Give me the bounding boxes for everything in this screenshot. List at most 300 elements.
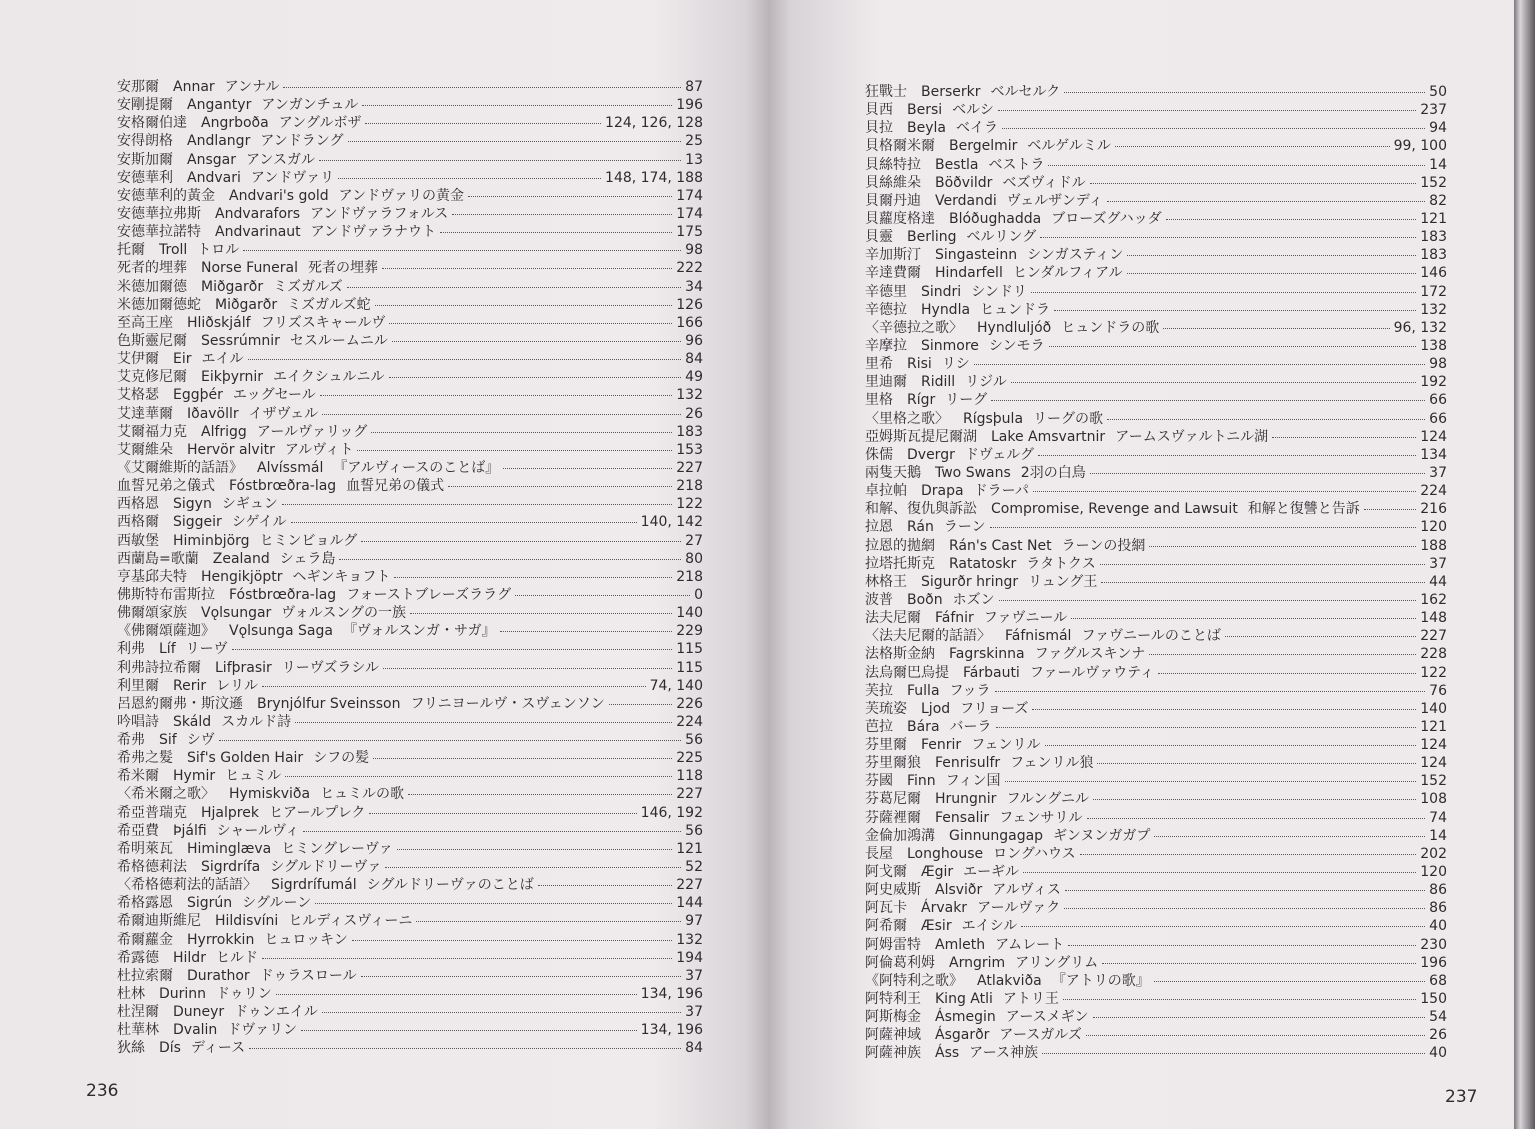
index-entry <box>117 386 703 404</box>
page-refs: 183 <box>676 423 703 440</box>
term: Árvakr <box>921 900 968 917</box>
dot-leader <box>1127 253 1416 256</box>
term: Rígr <box>907 392 936 409</box>
chinese-term: 安斯加爾 <box>117 151 173 168</box>
index-entry <box>865 156 1447 174</box>
index-list-left <box>117 78 703 1058</box>
term: Sigrdrífa <box>201 859 261 876</box>
chinese-term: 辛達費爾 <box>865 265 921 282</box>
term: Risi <box>907 356 932 373</box>
page-refs: 134 <box>1420 446 1447 463</box>
page-refs: 50 <box>1429 84 1447 100</box>
page-refs: 192 <box>1420 374 1447 391</box>
japanese-term: ヒュミルの歌 <box>320 786 405 803</box>
index-entry <box>117 604 703 622</box>
japanese-term: 死者の埋葬 <box>308 260 379 277</box>
dot-leader <box>320 393 673 396</box>
chinese-term: 〈法夫尼爾的話語〉 <box>865 628 991 645</box>
page-refs: 56 <box>685 732 703 749</box>
dot-leader <box>503 466 672 469</box>
dot-leader <box>1097 761 1416 764</box>
index-entry <box>117 441 703 459</box>
index-entry <box>865 845 1447 863</box>
page-refs: 174 <box>676 187 703 204</box>
dot-leader <box>347 285 682 288</box>
chinese-term: 希格露恩 <box>117 895 173 912</box>
japanese-term: ミズガルズ <box>273 278 343 295</box>
dot-leader <box>998 108 1416 111</box>
term: Hyrrokkin <box>187 931 255 948</box>
japanese-term: アトリ王 <box>1002 991 1059 1008</box>
term: Eikþyrnir <box>201 369 264 386</box>
page-refs: 13 <box>685 151 703 168</box>
japanese-term: ベルリング <box>966 229 1037 246</box>
term: Durinn <box>159 986 207 1003</box>
dot-leader <box>1154 834 1425 837</box>
index-entry <box>865 137 1447 155</box>
term: Alvíssmál <box>257 459 324 476</box>
index-entry <box>865 192 1447 210</box>
japanese-term: アルヴィス <box>992 882 1061 899</box>
japanese-term: アルヴィト <box>284 441 354 458</box>
japanese-term: アールヴァク <box>977 900 1061 917</box>
dot-leader <box>1166 217 1417 220</box>
chinese-term: 拉塔托斯克 <box>865 555 935 572</box>
index-entry <box>117 132 703 150</box>
japanese-term: ドヴェルグ <box>964 446 1035 463</box>
dot-leader <box>1054 308 1416 311</box>
dot-leader <box>1364 507 1416 510</box>
dot-leader <box>348 139 682 142</box>
index-entry <box>865 664 1447 682</box>
page-refs: 52 <box>685 859 703 876</box>
dot-leader <box>1272 435 1416 438</box>
term: Duneyr <box>173 1004 225 1021</box>
page-refs: 74 <box>1429 809 1447 826</box>
page-refs: 124, 126, 128 <box>605 115 703 132</box>
page-refs: 86 <box>1429 900 1447 917</box>
page-refs: 97 <box>685 913 703 930</box>
chinese-term: 血誓兄弟之儀式 <box>117 478 215 495</box>
term: Ansgar <box>187 151 236 168</box>
page-refs: 54 <box>1429 1009 1447 1026</box>
page-refs: 49 <box>685 369 703 386</box>
chinese-term: 貝蘿度格達 <box>865 210 935 227</box>
index-entry <box>117 568 703 586</box>
term: Bergelmir <box>949 138 1018 155</box>
japanese-term: アリングリム <box>1015 954 1099 971</box>
japanese-term: ファヴニール <box>983 610 1068 627</box>
dot-leader <box>1093 1015 1426 1018</box>
japanese-term: 和解と復讐と告訴 <box>1247 501 1360 518</box>
chinese-term: 芙琉姿 <box>865 700 907 717</box>
chinese-term: 利弗詩拉希爾 <box>117 659 201 676</box>
chinese-term: 希爾蘿金 <box>117 931 173 948</box>
term: Angantyr <box>187 97 252 114</box>
dot-leader <box>991 398 1425 401</box>
page-refs: 84 <box>685 351 703 368</box>
term: Miðgarðr <box>215 296 278 313</box>
chinese-term: 杜涅爾 <box>117 1004 159 1021</box>
term: Lifþrasir <box>215 659 272 676</box>
index-entry <box>117 785 703 803</box>
page-refs: 120 <box>1420 519 1447 536</box>
chinese-term: 辛德里 <box>865 283 907 300</box>
page-refs: 82 <box>1429 192 1447 209</box>
japanese-term: 血誓兄弟の儀式 <box>346 478 445 495</box>
index-entry <box>117 423 703 441</box>
chinese-term: 阿薩神域 <box>865 1027 921 1044</box>
chinese-term: 狄絲 <box>117 1040 145 1057</box>
index-entry <box>865 555 1447 573</box>
dot-leader <box>1005 779 1417 782</box>
dot-leader <box>1033 489 1416 492</box>
japanese-term: ホズン <box>952 591 995 608</box>
dot-leader <box>1064 90 1425 93</box>
index-entry <box>865 627 1447 645</box>
dot-leader <box>1087 816 1426 819</box>
dot-leader <box>301 1028 636 1031</box>
index-entry <box>117 858 703 876</box>
chinese-term: 兩隻天鵝 <box>865 464 921 481</box>
page-refs: 194 <box>676 949 703 966</box>
dot-leader <box>1042 1051 1425 1054</box>
term: Þjálfi <box>173 822 207 839</box>
dot-leader <box>315 901 672 904</box>
chinese-term: 〈辛德拉之歌〉 <box>865 319 963 336</box>
japanese-term: ベルセルク <box>990 84 1061 100</box>
index-entry <box>865 972 1447 990</box>
page-refs: 25 <box>685 133 703 150</box>
dot-leader <box>1032 707 1416 710</box>
page-refs: 126 <box>676 296 703 313</box>
dot-leader <box>1048 163 1425 166</box>
page-refs: 237 <box>1420 102 1447 119</box>
term: Eggþér <box>173 387 223 404</box>
japanese-term: ギンヌンガガプ <box>1053 827 1151 844</box>
page-refs: 37 <box>1429 464 1447 481</box>
japanese-term: ベストラ <box>988 156 1045 173</box>
term: Rerir <box>173 677 207 694</box>
index-entry <box>865 373 1447 391</box>
page-refs: 27 <box>685 532 703 549</box>
index-entry <box>117 659 703 677</box>
dot-leader <box>1064 906 1425 909</box>
term: Sif <box>159 732 177 749</box>
index-entry <box>865 809 1447 827</box>
index-entry <box>117 876 703 894</box>
japanese-term: エーギル <box>963 864 1020 881</box>
page-refs: 196 <box>676 97 703 114</box>
page-refs: 40 <box>1429 1045 1447 1062</box>
chinese-term: 安得朗格 <box>117 133 173 150</box>
chinese-term: 阿瓦卡 <box>865 900 907 917</box>
index-entry <box>117 767 703 785</box>
index-entry <box>117 1003 703 1021</box>
page-refs: 68 <box>1429 972 1447 989</box>
chinese-term: 安剛提爾 <box>117 97 173 114</box>
dot-leader <box>1049 344 1417 347</box>
page-refs: 153 <box>676 441 703 458</box>
japanese-term: シゲイル <box>231 514 287 531</box>
index-entry <box>865 917 1447 935</box>
index-entry <box>865 537 1447 555</box>
term: Vǫlsunga Saga <box>229 623 333 640</box>
dot-leader <box>1038 453 1416 456</box>
index-entry <box>117 804 703 822</box>
page-refs: 148, 174, 188 <box>605 169 703 186</box>
dot-leader <box>1031 290 1416 293</box>
dot-leader <box>500 629 673 632</box>
chinese-term: 辛加斯汀 <box>865 247 921 264</box>
index-entry <box>865 391 1447 409</box>
index-entry <box>865 482 1447 500</box>
page-refs: 34 <box>685 278 703 295</box>
term: Troll <box>159 242 188 259</box>
japanese-term: イザヴェル <box>248 405 319 422</box>
japanese-term: シンガスティン <box>1027 247 1124 264</box>
index-entry <box>865 700 1447 718</box>
page-refs: 14 <box>1429 827 1447 844</box>
chinese-term: 亨基邱夫特 <box>117 568 187 585</box>
dot-leader <box>1021 924 1425 927</box>
term: Boðn <box>907 591 943 608</box>
dot-leader <box>1063 997 1416 1000</box>
page-refs: 26 <box>685 405 703 422</box>
term: Andlangr <box>187 133 251 150</box>
chinese-term: 辛德拉 <box>865 301 907 318</box>
chinese-term: 阿斯梅金 <box>865 1009 921 1026</box>
index-entry <box>865 264 1447 282</box>
chinese-term: 希爾迪斯維尼 <box>117 913 201 930</box>
index-entry <box>865 410 1447 428</box>
term: Böðvildr <box>935 174 993 191</box>
dot-leader <box>468 194 672 197</box>
page-refs: 172 <box>1420 283 1447 300</box>
index-entry <box>865 736 1447 754</box>
chinese-term: 呂恩約爾弗・斯汶遜 <box>117 695 243 712</box>
term: Longhouse <box>907 845 984 862</box>
index-entry <box>117 187 703 205</box>
page-refs: 218 <box>676 478 703 495</box>
chinese-term: 杜拉索爾 <box>117 967 173 984</box>
dot-leader <box>397 847 672 850</box>
dot-leader <box>219 738 681 741</box>
page-refs: 115 <box>676 641 703 658</box>
chinese-term: 長屋 <box>865 845 893 862</box>
term: Fáfnismál <box>1005 628 1072 645</box>
term: Andvarinaut <box>215 224 301 241</box>
japanese-term: ドヴァリン <box>227 1022 298 1039</box>
japanese-term: 『ヴォルスンガ・サガ』 <box>342 623 496 640</box>
japanese-term: ディース <box>190 1040 246 1057</box>
dot-leader <box>1090 181 1417 184</box>
japanese-term: フリズスキャールヴ <box>260 314 386 331</box>
term: Fenrisulfr <box>935 755 1001 772</box>
dot-leader <box>515 593 690 596</box>
term: Fáfnir <box>935 610 974 627</box>
page-refs: 146, 192 <box>640 804 703 821</box>
dot-leader <box>1158 671 1416 674</box>
chinese-term: 希弗之髮 <box>117 750 173 767</box>
chinese-term: 安德華利 <box>117 169 173 186</box>
page-refs: 218 <box>676 568 703 585</box>
japanese-term: ミズガルズ蛇 <box>287 296 371 313</box>
japanese-term: ヒミンビョルグ <box>259 532 358 549</box>
page-refs: 227 <box>676 877 703 894</box>
term: Hengikjöptr <box>201 568 283 585</box>
japanese-term: ヒュンドラの歌 <box>1061 319 1160 336</box>
japanese-term: ファールヴァウティ <box>1029 664 1155 681</box>
dot-leader <box>440 230 672 233</box>
term: Hymiskviða <box>229 786 311 803</box>
index-entry <box>117 477 703 495</box>
index-entry <box>117 749 703 767</box>
index-entry <box>865 1008 1447 1026</box>
term: Hervör alvitr <box>187 441 275 458</box>
dot-leader <box>361 974 682 977</box>
dot-leader <box>408 792 672 795</box>
japanese-term: アンナル <box>224 79 280 95</box>
term: Siggeir <box>173 514 222 531</box>
chinese-term: 侏儒 <box>865 446 893 463</box>
dot-leader <box>452 212 672 215</box>
dot-leader <box>365 121 601 124</box>
term: King Atli <box>935 991 993 1008</box>
chinese-term: 芬國 <box>865 773 893 790</box>
term: Himinbjörg <box>173 532 250 549</box>
index-entry <box>865 881 1447 899</box>
dot-leader <box>1040 235 1416 238</box>
term: Arngrim <box>949 954 1006 971</box>
term: Sinmore <box>921 337 979 354</box>
dot-leader <box>392 339 681 342</box>
page-refs: 84 <box>685 1040 703 1057</box>
japanese-term: シグルーン <box>242 895 312 912</box>
dot-leader <box>394 575 672 578</box>
page-refs: 188 <box>1420 537 1447 554</box>
chinese-term: 《佛爾頌薩迦》 <box>117 623 215 640</box>
dot-leader <box>282 502 672 505</box>
dot-leader <box>371 430 672 433</box>
dot-leader <box>448 484 672 487</box>
term: Bestla <box>935 156 979 173</box>
japanese-term: ロングハウス <box>993 845 1076 862</box>
page-refs: 229 <box>676 623 703 640</box>
chinese-term: 阿姆雷特 <box>865 936 921 953</box>
chinese-term: 狂戰士 <box>865 84 907 100</box>
chinese-term: 艾爾維朵 <box>117 441 173 458</box>
chinese-term: 佛爾頌家族 <box>117 605 187 622</box>
japanese-term: フォーストブレーズララグ <box>346 586 512 603</box>
page-refs: 222 <box>676 260 703 277</box>
index-entry <box>865 83 1447 101</box>
page-refs: 132 <box>676 931 703 948</box>
japanese-term: ヴェルザンディ <box>1006 192 1103 209</box>
term: Ridill <box>921 374 956 391</box>
chinese-term: 艾克修尼爾 <box>117 369 187 386</box>
index-entry <box>865 428 1447 446</box>
index-entry <box>865 573 1447 591</box>
page-refs: 132 <box>676 387 703 404</box>
term: Iðavöllr <box>187 405 239 422</box>
index-entry <box>117 912 703 930</box>
japanese-term: ドゥリン <box>216 986 272 1003</box>
chinese-term: 芭拉 <box>865 718 893 735</box>
dot-leader <box>609 702 672 705</box>
term: Andvari's gold <box>229 187 329 204</box>
chinese-term: 芬里爾 <box>865 737 907 754</box>
dot-leader <box>357 448 672 451</box>
japanese-term: ヒミングレーヴァ <box>281 840 393 857</box>
term: Fóstbrœðra-lag <box>229 586 337 603</box>
term: Andvarafors <box>215 205 301 222</box>
page-refs: 14 <box>1429 156 1447 173</box>
page-refs: 108 <box>1420 791 1447 808</box>
index-entry <box>865 464 1447 482</box>
japanese-term: シギュン <box>221 496 278 513</box>
japanese-term: シェラ島 <box>279 550 336 567</box>
index-entry <box>117 985 703 1003</box>
japanese-term: リーグの歌 <box>1033 410 1104 427</box>
chinese-term: 希格德莉法 <box>117 859 187 876</box>
chinese-term: 安德華利的黃金 <box>117 187 215 204</box>
dot-leader <box>389 375 682 378</box>
chinese-term: 佛斯特布雷斯拉 <box>117 586 215 603</box>
japanese-term: フルングニル <box>1006 791 1089 808</box>
index-entry <box>865 591 1447 609</box>
japanese-term: アンガンチュル <box>261 97 359 114</box>
dot-leader <box>285 774 672 777</box>
chinese-term: 色斯靈尼爾 <box>117 332 187 349</box>
japanese-term: 『アトリの歌』 <box>1051 972 1150 989</box>
dot-leader <box>1090 471 1425 474</box>
chinese-term: 希露德 <box>117 949 159 966</box>
chinese-term: 阿希爾 <box>865 918 907 935</box>
index-entry <box>117 713 703 731</box>
term: Alsviðr <box>935 882 983 899</box>
page-refs: 227 <box>1420 628 1447 645</box>
japanese-term: フリョーズ <box>960 700 1029 717</box>
term: Sigrún <box>187 895 233 912</box>
japanese-term: フェンリル <box>971 737 1041 754</box>
chinese-term: 拉恩 <box>865 519 893 536</box>
chinese-term: 法格斯金納 <box>865 646 935 663</box>
index-entry <box>865 355 1447 373</box>
chinese-term: 芬里爾狼 <box>865 755 921 772</box>
dot-leader <box>995 689 1426 692</box>
japanese-term: アングルボザ <box>278 115 362 132</box>
page-refs: 121 <box>676 840 703 857</box>
index-entry <box>865 954 1447 972</box>
index-entry <box>865 319 1447 337</box>
term: Hymir <box>173 768 216 785</box>
term: Alfrigg <box>201 423 247 440</box>
index-entry <box>865 500 1447 518</box>
page-refs: 94 <box>1429 120 1447 137</box>
index-entry <box>865 990 1447 1008</box>
japanese-term: ベイラ <box>955 120 998 137</box>
chinese-term: 貝拉 <box>865 120 893 137</box>
dot-leader <box>319 158 681 161</box>
dot-leader <box>1100 562 1425 565</box>
index-entry <box>865 446 1447 464</box>
term: Annar <box>173 79 215 95</box>
japanese-term: バーラ <box>949 718 992 735</box>
index-entry <box>117 78 703 96</box>
page-refs: 0 <box>694 586 703 603</box>
page-refs: 152 <box>1420 174 1447 191</box>
